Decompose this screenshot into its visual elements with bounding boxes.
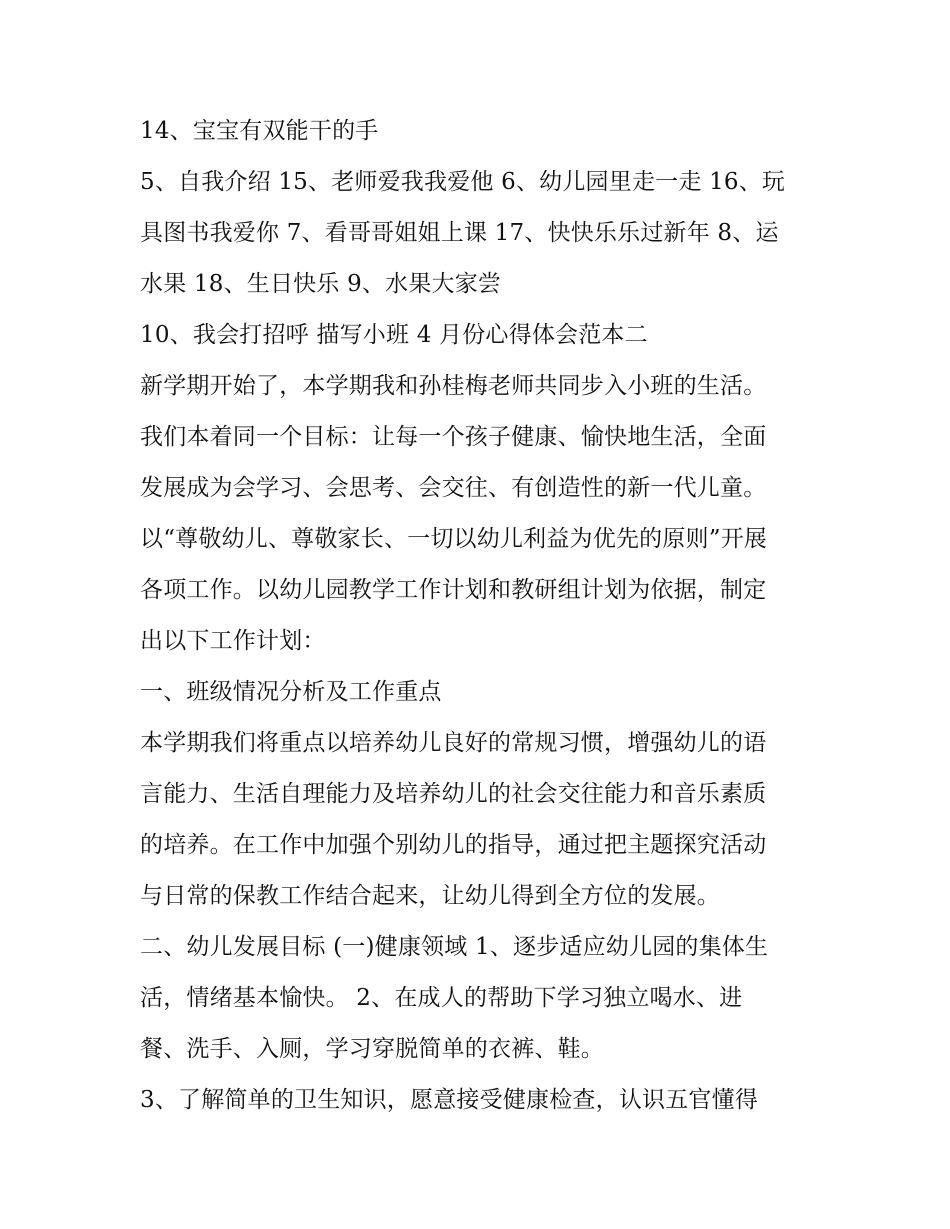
text-line: 发展成为会学习、会思考、会交往、有创造性的新一代儿童。 (140, 475, 767, 501)
text-line: 的培养。在工作中加强个别幼儿的指导，通过把主题探究活动 (140, 832, 767, 858)
text-line: 各项工作。以幼儿园教学工作计划和教研组计划为依据，制定 (140, 577, 767, 603)
text-line: 餐、洗手、入厕，学习穿脱简单的衣裤、鞋。 (140, 1036, 604, 1062)
text-line: 言能力、生活自理能力及培养幼儿的社会交往能力和音乐素质 (140, 781, 767, 807)
text-line: 与日常的保教工作结合起来，让幼儿得到全方位的发展。 (140, 883, 720, 909)
section-heading: 10、我会打招呼 描写小班 4 月份心得体会范本二 (140, 322, 648, 348)
section-heading: 一、班级情况分析及工作重点 (140, 679, 442, 705)
text-line: 新学期开始了，本学期我和孙桂梅老师共同步入小班的生活。 (140, 373, 767, 399)
text-line: 5、自我介绍 15、老师爱我我爱他 6、幼儿园里走一走 16、玩 (140, 169, 786, 195)
text-line: 我们本着同一个目标：让每一个孩子健康、愉快地生活，全面 (140, 424, 767, 450)
text-line: 本学期我们将重点以培养幼儿良好的常规习惯，增强幼儿的语 (140, 730, 767, 756)
text-line: 以“尊敬幼儿、尊敬家长、一切以幼儿利益为优先的原则”开展 (140, 526, 768, 552)
section-heading: 二、幼儿发展目标 (一)健康领域 1、逐步适应幼儿园的集体生 (140, 934, 769, 960)
text-line: 活，情绪基本愉快。 2、在成人的帮助下学习独立喝水、进 (140, 985, 743, 1011)
text-line: 出以下工作计划： (140, 628, 326, 654)
text-line: 14、宝宝有双能干的手 (140, 118, 379, 144)
text-line: 3、了解简单的卫生知识，愿意接受健康检查，认识五官懂得 (140, 1087, 759, 1113)
text-line: 水果 18、生日快乐 9、水果大家尝 (140, 271, 502, 297)
document-body (140, 106, 820, 1126)
text-line: 具图书我爱你 7、看哥哥姐姐上课 17、快快乐乐过新年 8、运 (140, 220, 779, 246)
